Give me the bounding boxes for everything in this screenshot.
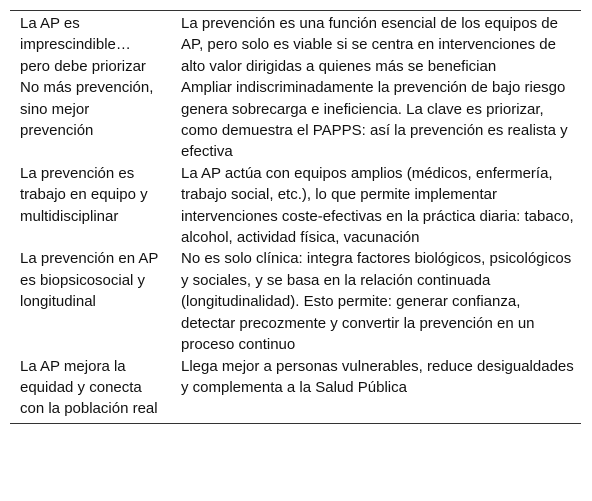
row-key: La AP es imprescindible… pero debe priorizar	[20, 15, 146, 75]
row-key: No más prevención, sino mejor prevención	[20, 79, 154, 140]
row-value: Ampliar indiscriminadamente la prevención de bajo riesgo genera sobrecarga e ineficiencia. La clave es priorizar, como demuestra el PAPPS: así la prevención es realista y efectiva	[181, 79, 568, 161]
summary-table	[10, 11, 581, 423]
table-row	[10, 77, 581, 163]
row-key: La prevención en AP es biopsicosocial y longitudinal	[20, 250, 159, 311]
row-value: Llega mejor a personas vulnerables, reduce desigualdades y complementa a la Salud Pública	[181, 357, 574, 396]
table-row	[10, 163, 581, 249]
row-key: La prevención es trabajo en equipo y multidisciplinar	[20, 164, 148, 225]
table-row	[10, 11, 581, 77]
row-value: La prevención es una función esencial de los equipos de AP, pero solo es viable si se centra en intervenciones de alto valor dirigidas a quienes más se benefician	[181, 15, 558, 75]
row-value: La AP actúa con equipos amplios (médicos, enfermería, trabajo social, etc.), lo que permite implementar intervenciones coste-efectivas en la práctica diaria: tabaco, alcohol, actividad física, vacunación	[181, 164, 574, 247]
table-row	[10, 248, 581, 355]
table-row	[10, 356, 581, 423]
row-key: La AP mejora la equidad y conecta con la población real	[20, 357, 158, 418]
summary-table-container	[10, 10, 581, 424]
row-value: No es solo clínica: integra factores biológicos, psicológicos y sociales, y se basa en la relación continuada (longitudinalidad). Esto permite: generar confianza, detectar precozmente y convertir la prevención en un proceso continuo	[181, 250, 572, 354]
